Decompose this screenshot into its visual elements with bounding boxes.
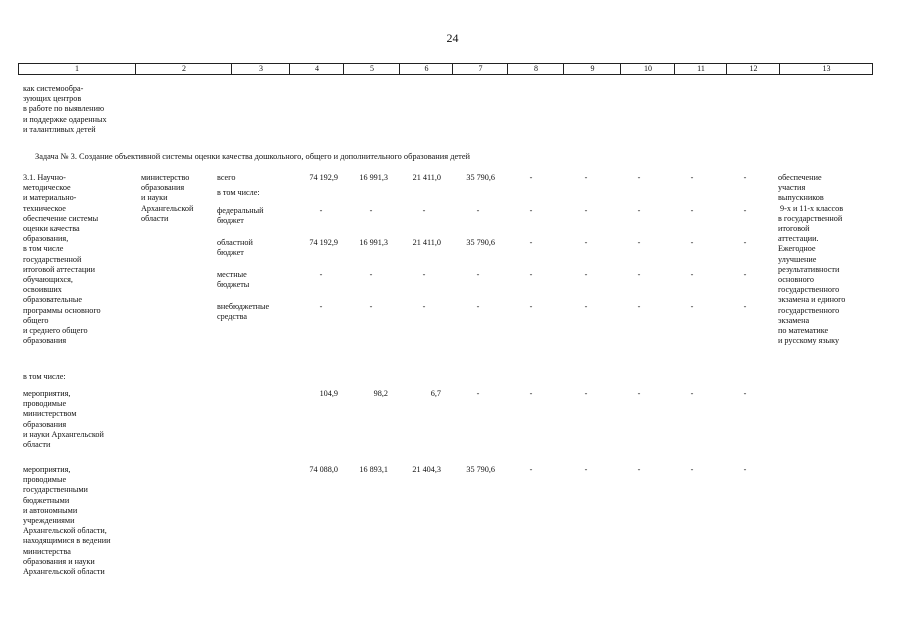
funding-row-2-value-col4: -: [319, 206, 323, 215]
funding-source-label: местные бюджеты: [217, 270, 250, 290]
funding-row-2-value-col11: -: [690, 206, 694, 215]
funding-row-5-value-col12: -: [743, 302, 747, 311]
in-that-number-label: в том числе:: [23, 372, 66, 381]
funding-row-0-value-col6: 21 411,0: [412, 173, 441, 182]
funding-row-4-value-col7: -: [476, 270, 480, 279]
funding-row-4-value-col9: -: [584, 270, 588, 279]
funding-row-2-value-col7: -: [476, 206, 480, 215]
sub-measure-name: мероприятия, проводимые министерством образования и науки Архангельской области: [23, 389, 104, 450]
funding-source-label: всего: [217, 173, 236, 182]
funding-row-4-value-col8: -: [529, 270, 533, 279]
funding-row-0-value-col4: 74 192,9: [309, 173, 338, 182]
sub-row-0-value-col10: -: [637, 389, 641, 398]
column-number-6: 6: [399, 64, 453, 74]
funding-row-0-value-col7: 35 790,6: [466, 173, 495, 182]
sub-row-1-value-col4: 74 088,0: [309, 465, 338, 474]
column-number-9: 9: [563, 64, 621, 74]
funding-source-label: федеральный бюджет: [217, 206, 264, 226]
funding-row-4-value-col11: -: [690, 270, 694, 279]
measure-result: обеспечение участия выпускников 9-х и 11-х классов в государственной итоговой аттестации. Ежегодное улучшение результативности основного государственного экзамена и единого государственного экзамена по математике и русскому языку: [778, 173, 846, 346]
column-number-3: 3: [231, 64, 290, 74]
previous-row-text: как системообра- зующих центров в работе по выявлению и поддержке одаренных и талантливых детей: [23, 84, 107, 134]
column-number-11: 11: [674, 64, 727, 74]
funding-row-0-value-col9: -: [584, 173, 588, 182]
sub-row-0-value-col5: 98,2: [373, 389, 388, 398]
funding-row-3-value-col5: 16 991,3: [359, 238, 388, 247]
column-number-2: 2: [135, 64, 232, 74]
column-number-4: 4: [289, 64, 344, 74]
funding-row-0-value-col11: -: [690, 173, 694, 182]
funding-row-5-value-col10: -: [637, 302, 641, 311]
sub-row-1-value-col10: -: [637, 465, 641, 474]
sub-row-0-value-col7: -: [476, 389, 480, 398]
column-number-8: 8: [507, 64, 564, 74]
funding-row-4-value-col12: -: [743, 270, 747, 279]
funding-row-4-value-col4: -: [319, 270, 323, 279]
sub-row-1-value-col12: -: [743, 465, 747, 474]
funding-row-5-value-col5: -: [369, 302, 373, 311]
funding-source-label: в том числе:: [217, 188, 260, 197]
sub-measure-name: мероприятия, проводимые государственными бюджетными и автономными учреждениями Архангельской области, находящимися в ведении министерства образования и науки Архангельской области: [23, 465, 111, 577]
funding-row-2-value-col5: -: [369, 206, 373, 215]
sub-row-0-value-col6: 6,7: [430, 389, 441, 398]
funding-row-4-value-col10: -: [637, 270, 641, 279]
funding-row-5-value-col6: -: [422, 302, 426, 311]
funding-row-3-value-col9: -: [584, 238, 588, 247]
funding-row-3-value-col6: 21 411,0: [412, 238, 441, 247]
funding-row-3-value-col4: 74 192,9: [309, 238, 338, 247]
sub-row-0-value-col11: -: [690, 389, 694, 398]
sub-row-0-value-col8: -: [529, 389, 533, 398]
column-number-5: 5: [343, 64, 400, 74]
task-title: Задача № 3. Создание объективной системы оценки качества дошкольного, общего и дополнительного образования детей: [35, 152, 471, 161]
funding-row-4-value-col6: -: [422, 270, 426, 279]
funding-row-5-value-col7: -: [476, 302, 480, 311]
column-number-7: 7: [452, 64, 508, 74]
funding-row-2-value-col10: -: [637, 206, 641, 215]
funding-row-5-value-col8: -: [529, 302, 533, 311]
funding-row-5-value-col9: -: [584, 302, 588, 311]
sub-row-1-value-col8: -: [529, 465, 533, 474]
funding-row-4-value-col5: -: [369, 270, 373, 279]
funding-row-3-value-col11: -: [690, 238, 694, 247]
column-number-header: [18, 63, 873, 75]
funding-source-label: областной бюджет: [217, 238, 253, 258]
sub-row-1-value-col9: -: [584, 465, 588, 474]
sub-row-0-value-col9: -: [584, 389, 588, 398]
funding-row-0-value-col12: -: [743, 173, 747, 182]
funding-source-label: внебюджетные средства: [217, 302, 270, 322]
funding-row-2-value-col6: -: [422, 206, 426, 215]
page-number: 24: [446, 31, 459, 45]
funding-row-2-value-col9: -: [584, 206, 588, 215]
funding-row-3-value-col12: -: [743, 238, 747, 247]
column-number-1: 1: [75, 64, 79, 73]
measure-name: 3.1. Научно- методическое и материально- техническое обеспечение системы оценки качества образования, в том числе государственной итоговой аттестации обучающихся, освоивших образовательные программы основного общего и среднего общего образования: [23, 173, 101, 346]
funding-row-5-value-col4: -: [319, 302, 323, 311]
funding-row-0-value-col10: -: [637, 173, 641, 182]
sub-row-1-value-col7: 35 790,6: [466, 465, 495, 474]
measure-executor: министерство образования и науки Архангельской области: [141, 173, 194, 223]
funding-row-2-value-col8: -: [529, 206, 533, 215]
column-number-10: 10: [620, 64, 675, 74]
funding-row-3-value-col10: -: [637, 238, 641, 247]
column-number-12: 12: [726, 64, 780, 74]
funding-row-5-value-col11: -: [690, 302, 694, 311]
sub-row-1-value-col11: -: [690, 465, 694, 474]
sub-row-1-value-col5: 16 893,1: [359, 465, 388, 474]
funding-row-0-value-col8: -: [529, 173, 533, 182]
funding-row-3-value-col8: -: [529, 238, 533, 247]
column-number-13: 13: [779, 64, 873, 74]
funding-row-0-value-col5: 16 991,3: [359, 173, 388, 182]
sub-row-0-value-col4: 104,9: [319, 389, 338, 398]
sub-row-1-value-col6: 21 404,3: [412, 465, 441, 474]
funding-row-2-value-col12: -: [743, 206, 747, 215]
sub-row-0-value-col12: -: [743, 389, 747, 398]
funding-row-3-value-col7: 35 790,6: [466, 238, 495, 247]
